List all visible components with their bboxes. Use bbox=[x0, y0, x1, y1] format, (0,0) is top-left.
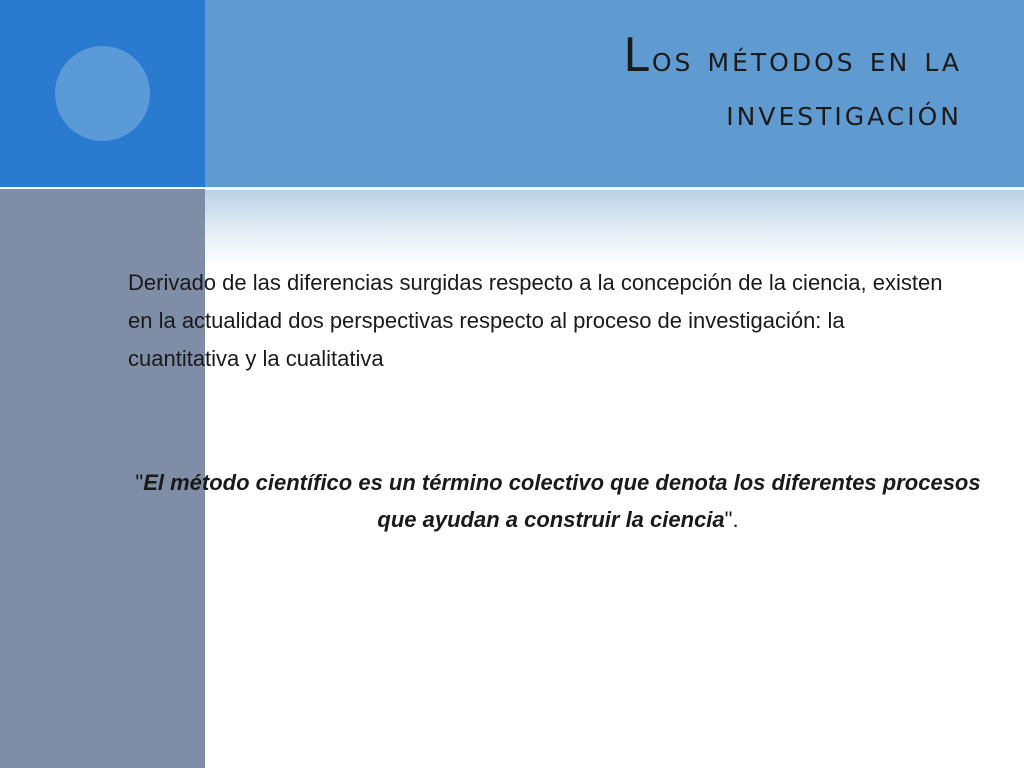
circle-ornament bbox=[55, 46, 150, 141]
slide-title-line-2: investigación bbox=[726, 94, 962, 134]
quote-close-mark: ". bbox=[724, 507, 739, 532]
quote-open-mark: " bbox=[135, 470, 144, 495]
quote-emphasized-text: El método científico es un término colectivo que denota los diferentes procesos que ayudan a construir la bbox=[143, 470, 981, 532]
body-paragraph: Derivado de las diferencias surgidas respecto a la concepción de la ciencia, existen en la actualidad dos perspectivas respecto al proceso de investigación: la cuantitativa y la cualitativa bbox=[128, 270, 943, 371]
quote-emphasized-word: ciencia bbox=[650, 507, 725, 532]
quote-block bbox=[128, 464, 988, 538]
slide-title bbox=[362, 28, 962, 141]
header-gradient-fade bbox=[205, 190, 1024, 268]
slide-title-line-1 bbox=[362, 28, 962, 87]
slide-title-line-1-rest: os métodos en la bbox=[651, 40, 962, 80]
slide-title-initial: L bbox=[623, 28, 652, 82]
